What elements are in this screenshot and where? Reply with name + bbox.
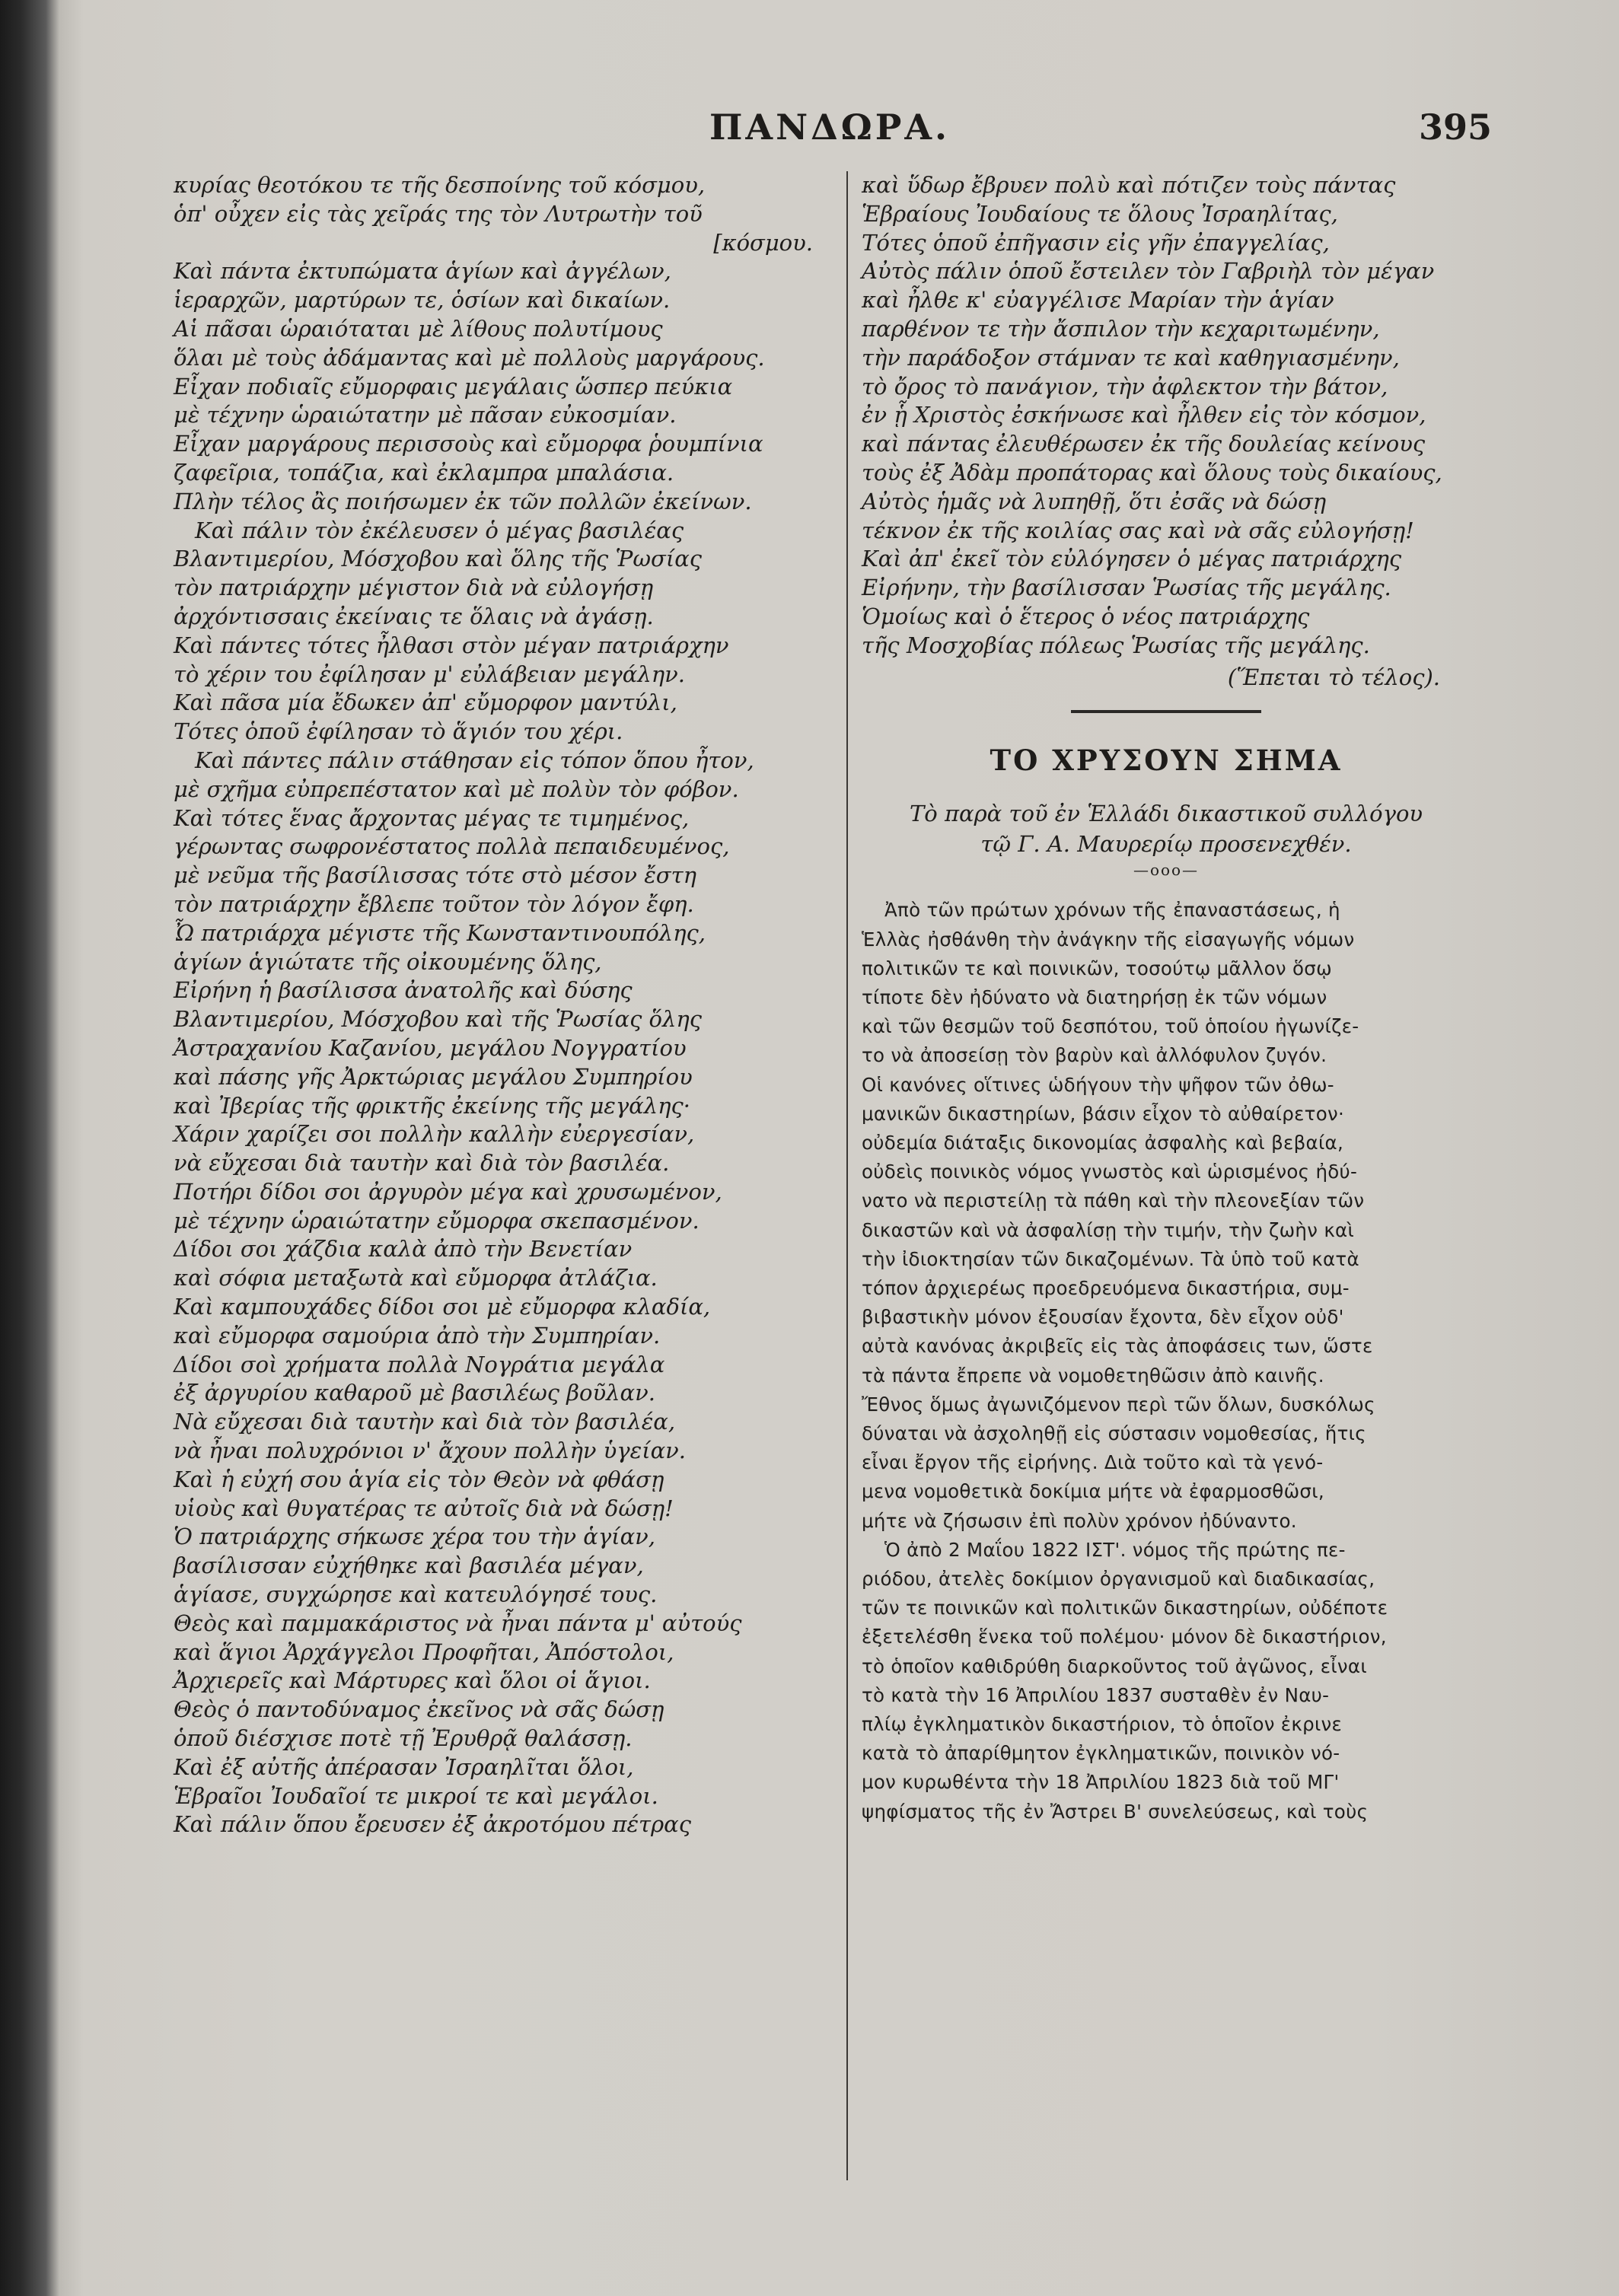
poem-line: τὸν πατριάρχην μέγιστον διὰ νὰ εὐλογήσῃ [174, 575, 654, 601]
poem-line: Καὶ πάλιν τὸν ἐκέλευσεν ὁ μέγας βασιλέας [195, 517, 684, 543]
poem-line: Βλαντιμερίου, Μόσχοβου καὶ τῆς Ῥωσίας ὅλης [174, 1006, 703, 1033]
poem-line: Καὶ τότες ἕνας ἄρχοντας μέγας τε τιμημένος, [174, 804, 690, 831]
poem-line: καὶ σόφια μεταξωτὰ καὶ εὔμορφα ἀτλάζια. [174, 1265, 658, 1291]
left-column [174, 171, 843, 1839]
prose-line: τὸ ὁποῖον καθιδρύθη διαρκοῦντος τοῦ ἀγῶνος, εἶναι [862, 1654, 1367, 1677]
prose-line: Ὁ ἀπὸ 2 Μαΐου 1822 ΙΣΤ'. νόμος τῆς πρώτης πε- [884, 1538, 1346, 1561]
poem-line: τὴν παράδοξον στάμναν τε καὶ καθηγιασμένην, [862, 344, 1400, 371]
prose-line: Οἱ κανόνες οἵτινες ὡδήγουν τὴν ψῆφον τῶν ὀθω- [862, 1073, 1334, 1096]
poem-line: Ἑβραῖοι Ἰουδαῖοί τε μικροί τε καὶ μεγάλοι. [174, 1782, 658, 1809]
poem-line: Ἑβραίους Ἰουδαίους τε ὅλους Ἰσραηλίτας, [862, 200, 1338, 227]
poem-line: Καὶ ἡ εὐχή σου ἁγία εἰς τὸν Θεὸν νὰ φθάσῃ [174, 1466, 664, 1492]
poem-line: Δίδοι σοὶ χρήματα πολλὰ Νογράτια μεγάλα [174, 1351, 665, 1377]
continued-note: (Ἕπεται τὸ τέλος). [1227, 664, 1440, 690]
prose-line: τὴν ἰδιοκτησίαν τῶν δικαζομένων. Τὰ ὑπὸ τοῦ κατὰ [862, 1247, 1359, 1270]
poem-line: Εἶχαν μαργάρους περισσοὺς καὶ εὔμορφα ῥουμπίνια [174, 431, 763, 457]
prose-line: τὰ πάντα ἔπρεπε νὰ νομοθετηθῶσιν ἀπὸ καινῆς. [862, 1364, 1324, 1387]
poem-line: υἱοὺς καὶ θυγατέρας τε αὐτοῖς διὰ νὰ δώσῃ! [174, 1495, 674, 1521]
prose-line: μενα νομοθετικὰ δοκίμια μήτε νὰ ἐφαρμοσθῶσι, [862, 1480, 1324, 1503]
dedication-line-1: Τὸ παρὰ τοῦ ἐν Ἑλλάδι δικαστικοῦ συλλόγου [909, 801, 1423, 827]
poem-line: Αὐτὸς ἡμᾶς νὰ λυπηθῇ, ὅτι ἐσᾶς νὰ δώσῃ [862, 488, 1327, 514]
poem-line: τῆς Μοσχοβίας πόλεως Ῥωσίας τῆς μεγάλης. [862, 632, 1370, 658]
poem-line: Πλὴν τέλος ἂς ποιήσωμεν ἐκ τῶν πολλῶν ἐκείνων. [174, 488, 752, 514]
prose-line: Ἀπὸ τῶν πρώτων χρόνων τῆς ἐπαναστάσεως, ἡ [884, 899, 1340, 922]
prose-line: καὶ τῶν θεσμῶν τοῦ δεσπότου, τοῦ ὁποίου ἠγωνίζε- [862, 1015, 1359, 1038]
poem-line: ἀρχόντισσαις ἐκείναις τε ὅλαις νὰ ἀγάσῃ. [174, 603, 654, 629]
prose-line: νατο νὰ περιστείλῃ τὰ πάθη καὶ τὴν πλεονεξίαν τῶν [862, 1189, 1365, 1212]
poem-line: νὰ ἦναι πολυχρόνιοι ν' ἄχουν πολλὴν ὑγείαν. [174, 1438, 687, 1464]
prose-line: εἶναι ἔργον τῆς εἰρήνης. Διὰ τοῦτο καὶ τὰ γενό- [862, 1451, 1324, 1474]
prose-line: μήτε νὰ ζήσωσιν ἐπὶ πολὺν χρόνον ἠδύναντο. [862, 1509, 1297, 1532]
dedication-line-2: τῷ Γ. Α. Μαυρερίῳ προσενεχθέν. [980, 831, 1352, 858]
poem-line: Καὶ πάντες τότες ἦλθασι στὸν μέγαν πατριάρχην [174, 632, 729, 658]
poem-line: Θεὸς ὁ παντοδύναμος ἐκεῖνος νὰ σᾶς δώσῃ [174, 1696, 664, 1723]
page-number: 395 [1418, 107, 1492, 148]
prose-line: πλίῳ ἐγκληματικὸν δικαστήριον, τὸ ὁποῖον ἐκρινε [862, 1713, 1343, 1736]
poem-line: ὁπ' οὖχεν εἰς τὰς χεῖράς της τὸν Λυτρωτὴν τοῦ [174, 200, 703, 227]
poem-line: καὶ Ἰβερίας τῆς φρικτῆς ἐκείνης τῆς μεγάλης· [174, 1092, 690, 1119]
prose-line: ριόδου, ἀτελὲς δοκίμιον ὀργανισμοῦ καὶ διαδικασίας, [862, 1568, 1375, 1591]
poem-line: Αὐτὸς πάλιν ὁποῦ ἔστειλεν τὸν Γαβριὴλ τὸν μέγαν [862, 258, 1435, 285]
section-divider-rule [1071, 710, 1261, 713]
poem-line: ἐν ᾗ Χριστὸς ἐσκήνωσε καὶ ἦλθεν εἰς τὸν κόσμον, [862, 402, 1426, 428]
poem-line: Ὦ πατριάρχα μέγιστε τῆς Κωνσταντινουπόλης, [174, 919, 706, 946]
poem-line: Εἰρήνη ἡ βασίλισσα ἀνατολῆς καὶ δύσης [174, 977, 633, 1004]
prose-line: ἐξετελέσθη ἕνεκα τοῦ πολέμου· μόνον δὲ δικαστήριον, [862, 1626, 1387, 1648]
poem-line: ἁγίων ἁγιώτατε τῆς οἰκουμένης ὅλης, [174, 948, 602, 975]
poem-line: Καὶ πάντα ἐκτυπώματα ἁγίων καὶ ἀγγέλων, [174, 258, 671, 285]
prose-line: δικαστῶν καὶ νὰ ἀσφαλίσῃ τὴν τιμήν, τὴν ζωὴν καὶ [862, 1218, 1355, 1241]
poem-line: Ὁμοίως καὶ ὁ ἕτερος ὁ νέος πατριάρχης [862, 603, 1310, 629]
prose-line: μον κυρωθέντα τὴν 18 Ἀπριλίου 1823 διὰ τοῦ ΜΓ' [862, 1771, 1340, 1794]
poem-line: Ποτήρι δίδοι σοι ἀργυρὸν μέγα καὶ χρυσωμένον, [174, 1178, 722, 1205]
poem-line: Ἀστραχανίου Καζανίου, μεγάλου Νογγρατίου [174, 1034, 687, 1061]
poem-line: καὶ ὕδωρ ἔβρυεν πολὺ καὶ πότιζεν τοὺς πάντας [862, 172, 1396, 198]
prose-line: Ἔθνος ὅμως ἀγωνιζόμενον περὶ τῶν ὅλων, δυσκόλως [862, 1393, 1375, 1415]
poem-line: Ὁ πατριάρχης σήκωσε χέρα του τὴν ἁγίαν, [174, 1524, 656, 1550]
prose-line: πολιτικῶν τε καὶ ποινικῶν, τοσούτῳ μᾶλλον ὅσῳ [862, 957, 1332, 979]
poem-line: τὸ χέριν του ἐφίλησαν μ' εὐλάβειαν μεγάλην. [174, 661, 685, 687]
prose-line: μανικῶν δικαστηρίων, βάσιν εἶχον τὸ αὐθαίρετον· [862, 1102, 1345, 1125]
poem-line: ἱεραρχῶν, μαρτύρων τε, ὁσίων καὶ δικαίων. [174, 287, 671, 314]
prose-line: τόπον ἀρχιερέως προεδρευόμενα δικαστήρια, συμ- [862, 1276, 1350, 1299]
poem-line: Βλαντιμερίου, Μόσχοβου καὶ ὅλης τῆς Ῥωσίας [174, 546, 703, 572]
poem-line: Νὰ εὔχεσαι διὰ ταυτὴν καὶ διὰ τὸν βασιλέα, [174, 1409, 676, 1435]
poem-line: Αἱ πᾶσαι ὡραιόταται μὲ λίθους πολυτίμους [174, 315, 663, 342]
poem-line: παρθένον τε τὴν ἄσπιλον τὴν κεχαριτωμένην, [862, 315, 1380, 342]
poem-line: καὶ ἦλθε κ' εὐαγγέλισε Μαρίαν τὴν ἁγίαν [862, 287, 1334, 314]
prose-line: Ἑλλὰς ἠσθάνθη τὴν ἀνάγκην τῆς εἰσαγωγῆς νόμων [862, 928, 1355, 951]
poem-line: μὲ σχῆμα εὐπρεπέστατον καὶ μὲ πολὺν τὸν φόβον. [174, 775, 739, 802]
prose-line: οὐδεὶς ποινικὸς νόμος γνωστὸς καὶ ὡρισμένος ἠδύ- [862, 1161, 1358, 1183]
poem-line: τὸν πατριάρχην ἔβλεπε τοῦτον τὸν λόγον ἔφη. [174, 890, 694, 917]
prose-line: τίποτε δὲν ἠδύνατο νὰ διατηρήσῃ ἐκ τῶν νόμων [862, 986, 1327, 1008]
right-column [862, 171, 1471, 1826]
poem-line: κυρίας θεοτόκου τε τῆς δεσποίνης τοῦ κόσμου, [174, 172, 706, 198]
prose-line: οὐδεμία διάταξις δικονομίας ἀσφαλὴς καὶ βεβαία, [862, 1131, 1344, 1154]
column-divider [846, 171, 848, 2180]
poem-line: ζαφεῖρια, τοπάζια, καὶ ἐκλαμπρα μπαλάσια. [174, 459, 674, 486]
prose-line: τὸ κατὰ τὴν 16 Ἀπριλίου 1837 συσταθὲν ἐν Ναυ- [862, 1683, 1330, 1706]
poem-line: Καὶ πάλιν ὅπου ἔρευσεν ἐξ ἀκροτόμου πέτρας [174, 1811, 691, 1838]
poem-line: Καὶ καμπουχάδες δίδοι σοι μὲ εὔμορφα κλαδία, [174, 1294, 711, 1320]
poem-line: ὅλαι μὲ τοὺς ἀδάμαντας καὶ μὲ πολλοὺς μαργάρους. [174, 344, 765, 371]
poem-line: μὲ τέχνην ὡραιώτατην μὲ πᾶσαν εὐκοσμίαν. [174, 402, 677, 428]
prose-line: βιβαστικὴν μόνον ἐξουσίαν ἔχοντα, δὲν εἶχον οὐδ' [862, 1306, 1344, 1329]
poem-line: Χάριν χαρίζει σοι πολλὴν καλλὴν εὐεργεσίαν, [174, 1121, 695, 1148]
poem-line: μὲ τέχνην ὡραιώτατην εὔμορφα σκεπασμένον. [174, 1207, 700, 1234]
poem-line: ἐξ ἀργυρίου καθαροῦ μὲ βασιλέως βοῦλαν. [174, 1380, 655, 1406]
poem-line: Εἰρήνην, τὴν βασίλισσαν Ῥωσίας τῆς μεγάλης. [862, 575, 1391, 601]
poem-line: καὶ πάντας ἐλευθέρωσεν ἐκ τῆς δουλείας κείνους [862, 431, 1426, 457]
poem-line: Καὶ ἐξ αὐτῆς ἀπέρασαν Ἰσραηλῖται ὅλοι, [174, 1753, 634, 1780]
poem-line: νὰ εὔχεσαι διὰ ταυτὴν καὶ διὰ τὸν βασιλέα. [174, 1150, 670, 1177]
poem-line: Τότες ὁποῦ ἐπῆγασιν εἰς γῆν ἐπαγγελίας, [862, 229, 1330, 256]
poem-line: καὶ ἅγιοι Ἀρχάγγελοι Προφῆται, Ἀπόστολοι, [174, 1638, 674, 1665]
poem-line: καὶ πάσης γῆς Ἀρκτώριας μεγάλου Συμπηρίου [174, 1063, 693, 1090]
poem-line: Ἀρχιερεῖς καὶ Μάρτυρες καὶ ὅλοι οἱ ἅγιοι. [174, 1667, 651, 1694]
poem-line: γέρωντας σωφρονέστατος πολλὰ πεπαιδευμένος, [174, 833, 730, 860]
prose-line: τῶν τε ποινικῶν καὶ πολιτικῶν δικαστηρίων, οὐδέποτε [862, 1597, 1388, 1619]
ornament: —οοο— [1133, 861, 1200, 880]
poem-line: τέκνον ἐκ τῆς κοιλίας σας καὶ νὰ σᾶς εὐλογήσῃ! [862, 517, 1414, 543]
poem-line: Δίδοι σοι χάζδια καλὰ ἀπὸ τὴν Βενετίαν [174, 1236, 633, 1263]
poem-line: καὶ εὔμορφα σαμούρια ἀπὸ τὴν Συμπηρίαν. [174, 1322, 661, 1349]
section-title: ΤΟ ΧΡΥΣΟΥΝ ΣΗΜΑ [990, 744, 1343, 778]
prose-line: αὐτὰ κανόνας ἀκριβεῖς εἰς τὰς ἀποφάσεις των, ὥστε [862, 1335, 1373, 1358]
article-body [862, 896, 1471, 1826]
prose-line: δύναται νὰ ἀσχοληθῇ εἰς σύστασιν νομοθεσίας, ἥτις [862, 1422, 1366, 1444]
poem-line: Εἶχαν ποδιαῖς εὔμορφαις μεγάλαις ὥσπερ πεύκια [174, 373, 733, 400]
poem-line: ἁγίασε, συγχώρησε καὶ κατευλόγησέ τους. [174, 1581, 658, 1608]
poem-line: βασίλισσαν εὐχήθηκε καὶ βασιλέα μέγαν, [174, 1552, 644, 1579]
poem-continuation [862, 171, 1471, 661]
page-header [175, 107, 1492, 152]
poem-line: μὲ νεῦμα τῆς βασίλισσας τότε στὸ μέσον ἔστη [174, 862, 697, 889]
poem-line: τὸ ὄρος τὸ πανάγιον, τὴν ἀφλεκτον τὴν βάτον, [862, 373, 1388, 400]
prose-line: ψηφίσματος τῆς ἐν Ἄστρει Β' συνελεύσεως, καὶ τοὺς [862, 1800, 1369, 1823]
poem-line: Τότες ὁποῦ ἐφίλησαν τὸ ἅγιόν του χέρι. [174, 718, 623, 745]
poem-line: Καὶ πάντες πάλιν στάθησαν εἰς τόπον ὅπου ἦτον, [195, 747, 754, 773]
prose-line: το νὰ ἀποσείσῃ τὸν βαρὺν καὶ ἀλλόφυλον ζυγόν. [862, 1044, 1327, 1067]
poem-line: [κόσμου. [713, 229, 813, 256]
poem-line: Θεὸς καὶ παμμακάριστος νὰ ἦναι πάντα μ' αὐτούς [174, 1610, 742, 1636]
poem-line: ὁποῦ διέσχισε ποτὲ τῇ Ἐρυθρᾷ θαλάσσῃ. [174, 1725, 633, 1752]
poem-line: τοὺς ἐξ Ἀδὰμ προπάτορας καὶ ὅλους τοὺς δικαίους, [862, 459, 1442, 486]
running-title: ΠΑΝΔΩΡΑ. [709, 107, 951, 148]
poem-line: Καὶ πᾶσα μία ἔδωκεν ἀπ' εὔμορφον μαντύλι, [174, 689, 677, 716]
prose-line: κατὰ τὸ ἀπαρίθμητον ἐγκληματικῶν, ποινικὸν νό- [862, 1742, 1340, 1765]
poem-line: Καὶ ἀπ' ἐκεῖ τὸν εὐλόγησεν ὁ μέγας πατριάρχης [862, 546, 1402, 572]
